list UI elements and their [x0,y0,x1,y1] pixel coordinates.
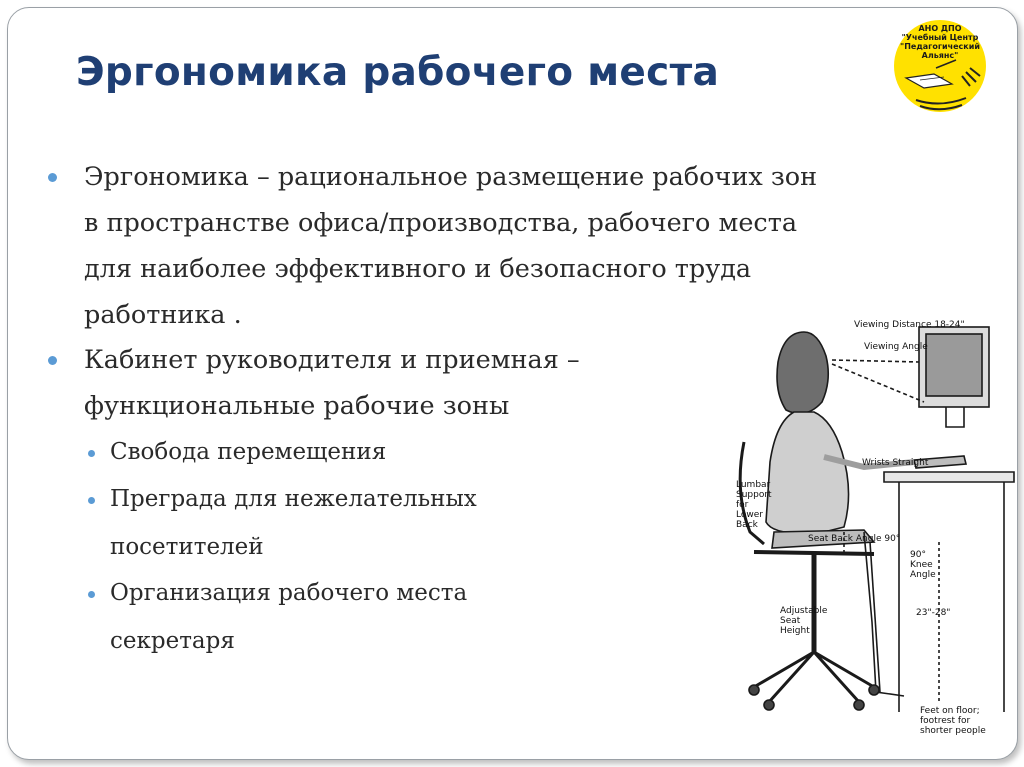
bullet-line: работника . [84,300,242,330]
sub-bullet-line: Организация рабочего места [110,580,468,606]
seat-height-range-label: 23"-28" [916,608,951,618]
sub-bullet-line: Свобода перемещения [110,439,387,465]
bullet-dot-icon [88,497,95,504]
bullet-item [48,337,580,429]
sub-bullet-line: посетителей [110,534,264,560]
sub-bullet-line: Преграда для нежелательных [110,486,477,512]
bullet-line: функциональные рабочие зоны [84,391,510,421]
logo-line-1: АНО ДПО [918,24,962,33]
adjustable-seat-label: Adjustable Seat Height [780,606,828,636]
lumbar-support-label: Lumbar Support for Lower Back [736,480,772,530]
viewing-distance-label: Viewing Distance 18-24" [854,320,965,330]
bullet-line: Эргономика – рациональное размещение рабочих зон [84,162,818,192]
bullet-dot-icon [48,173,57,182]
slide [7,7,1018,760]
bullet-item [48,154,817,338]
wrists-straight-label: Wrists Straight [862,458,929,468]
sub-bullet-item [88,569,467,665]
sub-bullet-item [88,428,386,476]
ergonomics-illustration [714,292,1018,754]
bullet-line: в пространстве офиса/производства, рабочего места [84,208,798,238]
bullet-dot-icon [48,356,57,365]
feet-on-floor-label: Feet on floor; footrest for shorter people [920,706,986,736]
seat-back-angle-label: Seat Back Angle 90° [808,534,901,544]
viewing-angle-label: Viewing Angle [864,342,928,352]
sub-bullet-line: секретаря [110,628,235,654]
logo-text [886,24,994,60]
bullet-dot-icon [88,450,95,457]
logo [886,16,994,116]
slide-title: Эргономика рабочего места [76,50,720,95]
knee-angle-label: 90° Knee Angle [910,550,936,580]
logo-line-2: "Учебный Центр [901,33,979,42]
logo-line-3: "Педагогический Альянс" [900,42,980,60]
bullet-line: Кабинет руководителя и приемная – [84,345,580,375]
bullet-line: для наиболее эффективного и безопасного труда [84,254,752,284]
bullet-dot-icon [88,591,95,598]
sub-bullet-item [88,475,477,571]
